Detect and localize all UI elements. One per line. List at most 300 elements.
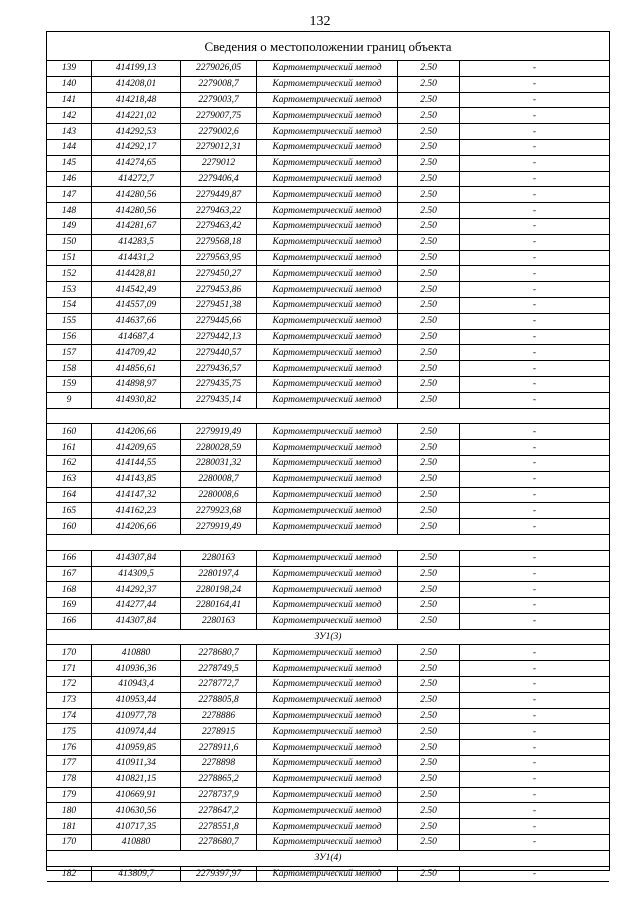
description-cell: - (460, 376, 610, 392)
x-coordinate-cell: 414218,48 (92, 92, 181, 108)
table-row (47, 297, 609, 313)
description-cell: - (460, 234, 610, 250)
x-coordinate-cell: 414147,32 (92, 487, 181, 503)
accuracy-cell: 2.50 (398, 297, 460, 313)
method-cell: Картометрический метод (257, 250, 398, 266)
accuracy-cell: 2.50 (398, 487, 460, 503)
y-coordinate-cell: 2280008,7 (181, 471, 257, 487)
point-number-cell: 168 (47, 582, 92, 598)
accuracy-cell: 2.50 (398, 598, 460, 614)
x-coordinate-cell: 413809,7 (92, 866, 181, 882)
point-number-cell: 170 (47, 645, 92, 661)
method-cell: Картометрический метод (257, 771, 398, 787)
table-row (47, 361, 609, 377)
accuracy-cell: 2.50 (398, 519, 460, 535)
y-coordinate-cell: 2279026,05 (181, 61, 257, 76)
description-cell: - (460, 282, 610, 298)
y-coordinate-cell: 2278737,9 (181, 787, 257, 803)
method-cell: Картометрический метод (257, 835, 398, 851)
y-coordinate-cell: 2279453,86 (181, 282, 257, 298)
table-row (47, 108, 609, 124)
x-coordinate-cell: 410953,44 (92, 692, 181, 708)
x-coordinate-cell: 414431,2 (92, 250, 181, 266)
point-number-cell: 166 (47, 613, 92, 629)
y-coordinate-cell: 2278749,5 (181, 661, 257, 677)
point-number-cell: 140 (47, 76, 92, 92)
accuracy-cell: 2.50 (398, 692, 460, 708)
point-number-cell: 163 (47, 471, 92, 487)
description-cell: - (460, 455, 610, 471)
y-coordinate-cell: 2278915 (181, 724, 257, 740)
table-row (47, 740, 609, 756)
section-separator (47, 534, 609, 550)
x-coordinate-cell: 414557,09 (92, 297, 181, 313)
method-cell: Картометрический метод (257, 234, 398, 250)
x-coordinate-cell: 414144,55 (92, 455, 181, 471)
table-row (47, 392, 609, 408)
accuracy-cell: 2.50 (398, 392, 460, 408)
description-cell: - (460, 835, 610, 851)
accuracy-cell: 2.50 (398, 313, 460, 329)
y-coordinate-cell: 2278865,2 (181, 771, 257, 787)
method-cell: Картометрический метод (257, 866, 398, 882)
accuracy-cell: 2.50 (398, 724, 460, 740)
point-number-cell: 142 (47, 108, 92, 124)
table-row (47, 487, 609, 503)
x-coordinate-cell: 410821,15 (92, 771, 181, 787)
point-number-cell: 148 (47, 203, 92, 219)
x-coordinate-cell: 414687,4 (92, 329, 181, 345)
method-cell: Картометрический метод (257, 440, 398, 456)
y-coordinate-cell: 2280008,6 (181, 487, 257, 503)
accuracy-cell: 2.50 (398, 566, 460, 582)
accuracy-cell: 2.50 (398, 329, 460, 345)
y-coordinate-cell: 2279435,75 (181, 376, 257, 392)
method-cell: Картометрический метод (257, 203, 398, 219)
accuracy-cell: 2.50 (398, 108, 460, 124)
table-row (47, 329, 609, 345)
x-coordinate-cell: 414162,23 (92, 503, 181, 519)
table-row (47, 661, 609, 677)
y-coordinate-cell: 2278886 (181, 708, 257, 724)
table-row (47, 203, 609, 219)
table-row (47, 756, 609, 772)
y-coordinate-cell: 2279463,22 (181, 203, 257, 219)
x-coordinate-cell: 414277,44 (92, 598, 181, 614)
accuracy-cell: 2.50 (398, 424, 460, 440)
table-row (47, 455, 609, 471)
table-row (47, 187, 609, 203)
y-coordinate-cell: 2279451,38 (181, 297, 257, 313)
point-number-cell: 156 (47, 329, 92, 345)
accuracy-cell: 2.50 (398, 250, 460, 266)
accuracy-cell: 2.50 (398, 455, 460, 471)
method-cell: Картометрический метод (257, 819, 398, 835)
accuracy-cell: 2.50 (398, 740, 460, 756)
table-row (47, 724, 609, 740)
table-row (47, 171, 609, 187)
x-coordinate-cell: 414307,84 (92, 613, 181, 629)
accuracy-cell: 2.50 (398, 471, 460, 487)
accuracy-cell: 2.50 (398, 61, 460, 76)
section-row (47, 408, 609, 424)
method-cell: Картометрический метод (257, 424, 398, 440)
method-cell: Картометрический метод (257, 787, 398, 803)
method-cell: Картометрический метод (257, 171, 398, 187)
y-coordinate-cell: 2280197,4 (181, 566, 257, 582)
description-cell: - (460, 756, 610, 772)
method-cell: Картометрический метод (257, 266, 398, 282)
table-row (47, 250, 609, 266)
x-coordinate-cell: 414209,65 (92, 440, 181, 456)
y-coordinate-cell: 2279012,31 (181, 139, 257, 155)
y-coordinate-cell: 2279919,49 (181, 424, 257, 440)
y-coordinate-cell: 2278680,7 (181, 835, 257, 851)
section-header: ЗУ1(3) (47, 629, 609, 645)
table-row (47, 692, 609, 708)
section-row (47, 850, 609, 866)
x-coordinate-cell: 414206,66 (92, 424, 181, 440)
method-cell: Картометрический метод (257, 361, 398, 377)
x-coordinate-cell: 414309,5 (92, 566, 181, 582)
description-cell: - (460, 171, 610, 187)
method-cell: Картометрический метод (257, 61, 398, 76)
description-cell: - (460, 250, 610, 266)
accuracy-cell: 2.50 (398, 756, 460, 772)
x-coordinate-cell: 414274,65 (92, 155, 181, 171)
table-row (47, 345, 609, 361)
method-cell: Картометрический метод (257, 503, 398, 519)
x-coordinate-cell: 410880 (92, 835, 181, 851)
x-coordinate-cell: 410669,91 (92, 787, 181, 803)
table-row (47, 424, 609, 440)
table-row (47, 645, 609, 661)
description-cell: - (460, 345, 610, 361)
section-separator (47, 408, 609, 424)
point-number-cell: 157 (47, 345, 92, 361)
y-coordinate-cell: 2279463,42 (181, 218, 257, 234)
accuracy-cell: 2.50 (398, 139, 460, 155)
method-cell: Картометрический метод (257, 613, 398, 629)
y-coordinate-cell: 2278647,2 (181, 803, 257, 819)
x-coordinate-cell: 414206,66 (92, 519, 181, 535)
method-cell: Картометрический метод (257, 297, 398, 313)
point-number-cell: 155 (47, 313, 92, 329)
accuracy-cell: 2.50 (398, 645, 460, 661)
point-number-cell: 177 (47, 756, 92, 772)
x-coordinate-cell: 410717,35 (92, 819, 181, 835)
accuracy-cell: 2.50 (398, 376, 460, 392)
x-coordinate-cell: 414221,02 (92, 108, 181, 124)
accuracy-cell: 2.50 (398, 582, 460, 598)
method-cell: Картометрический метод (257, 566, 398, 582)
table-title: Сведения о местоположении границ объекта (47, 32, 609, 61)
method-cell: Картометрический метод (257, 313, 398, 329)
description-cell: - (460, 487, 610, 503)
method-cell: Картометрический метод (257, 724, 398, 740)
method-cell: Картометрический метод (257, 487, 398, 503)
point-number-cell: 165 (47, 503, 92, 519)
section-row (47, 534, 609, 550)
y-coordinate-cell: 2279435,14 (181, 392, 257, 408)
description-cell: - (460, 708, 610, 724)
accuracy-cell: 2.50 (398, 187, 460, 203)
table-row (47, 313, 609, 329)
description-cell: - (460, 613, 610, 629)
method-cell: Картометрический метод (257, 76, 398, 92)
y-coordinate-cell: 2279012 (181, 155, 257, 171)
x-coordinate-cell: 414709,42 (92, 345, 181, 361)
table-row (47, 708, 609, 724)
table-row (47, 124, 609, 140)
point-number-cell: 152 (47, 266, 92, 282)
point-number-cell: 161 (47, 440, 92, 456)
description-cell: - (460, 692, 610, 708)
description-cell: - (460, 92, 610, 108)
accuracy-cell: 2.50 (398, 345, 460, 361)
description-cell: - (460, 771, 610, 787)
method-cell: Картометрический метод (257, 218, 398, 234)
accuracy-cell: 2.50 (398, 771, 460, 787)
table-row (47, 503, 609, 519)
section-row (47, 629, 609, 645)
y-coordinate-cell: 2278551,8 (181, 819, 257, 835)
method-cell: Картометрический метод (257, 598, 398, 614)
method-cell: Картометрический метод (257, 282, 398, 298)
y-coordinate-cell: 2280163 (181, 613, 257, 629)
method-cell: Картометрический метод (257, 645, 398, 661)
y-coordinate-cell: 2279442,13 (181, 329, 257, 345)
y-coordinate-cell: 2278680,7 (181, 645, 257, 661)
table-row (47, 440, 609, 456)
point-number-cell: 139 (47, 61, 92, 76)
y-coordinate-cell: 2279008,7 (181, 76, 257, 92)
x-coordinate-cell: 414930,82 (92, 392, 181, 408)
description-cell: - (460, 139, 610, 155)
x-coordinate-cell: 414283,5 (92, 234, 181, 250)
x-coordinate-cell: 410943,4 (92, 677, 181, 693)
page-number: 132 (309, 14, 331, 29)
point-number-cell: 179 (47, 787, 92, 803)
x-coordinate-cell: 410936,36 (92, 661, 181, 677)
table-row (47, 550, 609, 566)
method-cell: Картометрический метод (257, 708, 398, 724)
description-cell: - (460, 550, 610, 566)
x-coordinate-cell: 414542,49 (92, 282, 181, 298)
y-coordinate-cell: 2279440,57 (181, 345, 257, 361)
table-row (47, 139, 609, 155)
section-header: ЗУ1(4) (47, 850, 609, 866)
description-cell: - (460, 124, 610, 140)
point-number-cell: 176 (47, 740, 92, 756)
accuracy-cell: 2.50 (398, 613, 460, 629)
table-row (47, 866, 609, 882)
accuracy-cell: 2.50 (398, 92, 460, 108)
y-coordinate-cell: 2279007,75 (181, 108, 257, 124)
method-cell: Картометрический метод (257, 677, 398, 693)
y-coordinate-cell: 2279436,57 (181, 361, 257, 377)
method-cell: Картометрический метод (257, 124, 398, 140)
x-coordinate-cell: 410880 (92, 645, 181, 661)
y-coordinate-cell: 2280028,59 (181, 440, 257, 456)
table-row (47, 234, 609, 250)
boundary-coordinates-table (47, 61, 609, 882)
point-number-cell: 169 (47, 598, 92, 614)
table-row (47, 218, 609, 234)
y-coordinate-cell: 2278898 (181, 756, 257, 772)
table-row (47, 376, 609, 392)
table-row (47, 566, 609, 582)
y-coordinate-cell: 2279445,66 (181, 313, 257, 329)
point-number-cell: 158 (47, 361, 92, 377)
accuracy-cell: 2.50 (398, 218, 460, 234)
description-cell: - (460, 313, 610, 329)
x-coordinate-cell: 414637,66 (92, 313, 181, 329)
accuracy-cell: 2.50 (398, 787, 460, 803)
y-coordinate-cell: 2278772,7 (181, 677, 257, 693)
table-row (47, 771, 609, 787)
point-number-cell: 150 (47, 234, 92, 250)
point-number-cell: 170 (47, 835, 92, 851)
description-cell: - (460, 218, 610, 234)
point-number-cell: 153 (47, 282, 92, 298)
method-cell: Картометрический метод (257, 155, 398, 171)
table-row (47, 76, 609, 92)
x-coordinate-cell: 410959,85 (92, 740, 181, 756)
y-coordinate-cell: 2279406,4 (181, 171, 257, 187)
description-cell: - (460, 392, 610, 408)
description-cell: - (460, 297, 610, 313)
y-coordinate-cell: 2280198,24 (181, 582, 257, 598)
point-number-cell: 182 (47, 866, 92, 882)
method-cell: Картометрический метод (257, 92, 398, 108)
description-cell: - (460, 361, 610, 377)
point-number-cell: 9 (47, 392, 92, 408)
x-coordinate-cell: 414898,97 (92, 376, 181, 392)
x-coordinate-cell: 414280,56 (92, 203, 181, 219)
accuracy-cell: 2.50 (398, 266, 460, 282)
accuracy-cell: 2.50 (398, 171, 460, 187)
description-cell: - (460, 803, 610, 819)
description-cell: - (460, 329, 610, 345)
point-number-cell: 175 (47, 724, 92, 740)
x-coordinate-cell: 414292,17 (92, 139, 181, 155)
description-cell: - (460, 203, 610, 219)
description-cell: - (460, 76, 610, 92)
point-number-cell: 181 (47, 819, 92, 835)
point-number-cell: 146 (47, 171, 92, 187)
accuracy-cell: 2.50 (398, 203, 460, 219)
point-number-cell: 154 (47, 297, 92, 313)
accuracy-cell: 2.50 (398, 234, 460, 250)
point-number-cell: 172 (47, 677, 92, 693)
y-coordinate-cell: 2279397,97 (181, 866, 257, 882)
description-cell: - (460, 677, 610, 693)
description-cell: - (460, 424, 610, 440)
method-cell: Картометрический метод (257, 519, 398, 535)
point-number-cell: 147 (47, 187, 92, 203)
accuracy-cell: 2.50 (398, 708, 460, 724)
x-coordinate-cell: 410974,44 (92, 724, 181, 740)
x-coordinate-cell: 414856,61 (92, 361, 181, 377)
description-cell: - (460, 740, 610, 756)
accuracy-cell: 2.50 (398, 835, 460, 851)
x-coordinate-cell: 414199,13 (92, 61, 181, 76)
method-cell: Картометрический метод (257, 582, 398, 598)
x-coordinate-cell: 414292,53 (92, 124, 181, 140)
method-cell: Картометрический метод (257, 550, 398, 566)
y-coordinate-cell: 2280031,32 (181, 455, 257, 471)
description-cell: - (460, 187, 610, 203)
point-number-cell: 180 (47, 803, 92, 819)
x-coordinate-cell: 414272,7 (92, 171, 181, 187)
description-cell: - (460, 155, 610, 171)
description-cell: - (460, 866, 610, 882)
y-coordinate-cell: 2278805,8 (181, 692, 257, 708)
point-number-cell: 160 (47, 519, 92, 535)
accuracy-cell: 2.50 (398, 76, 460, 92)
table-row (47, 582, 609, 598)
point-number-cell: 174 (47, 708, 92, 724)
y-coordinate-cell: 2278911,6 (181, 740, 257, 756)
description-cell: - (460, 598, 610, 614)
table-row (47, 613, 609, 629)
method-cell: Картометрический метод (257, 692, 398, 708)
table-row (47, 819, 609, 835)
x-coordinate-cell: 414428,81 (92, 266, 181, 282)
y-coordinate-cell: 2279450,27 (181, 266, 257, 282)
description-cell: - (460, 645, 610, 661)
accuracy-cell: 2.50 (398, 282, 460, 298)
accuracy-cell: 2.50 (398, 124, 460, 140)
x-coordinate-cell: 410630,56 (92, 803, 181, 819)
method-cell: Картометрический метод (257, 345, 398, 361)
y-coordinate-cell: 2279449,87 (181, 187, 257, 203)
accuracy-cell: 2.50 (398, 550, 460, 566)
table-row (47, 598, 609, 614)
method-cell: Картометрический метод (257, 108, 398, 124)
point-number-cell: 178 (47, 771, 92, 787)
method-cell: Картометрический метод (257, 661, 398, 677)
accuracy-cell: 2.50 (398, 866, 460, 882)
description-cell: - (460, 582, 610, 598)
table-row (47, 835, 609, 851)
x-coordinate-cell: 414280,56 (92, 187, 181, 203)
accuracy-cell: 2.50 (398, 803, 460, 819)
method-cell: Картометрический метод (257, 329, 398, 345)
accuracy-cell: 2.50 (398, 677, 460, 693)
y-coordinate-cell: 2280164,41 (181, 598, 257, 614)
description-cell: - (460, 787, 610, 803)
point-number-cell: 151 (47, 250, 92, 266)
document-frame (46, 31, 610, 880)
y-coordinate-cell: 2279563,95 (181, 250, 257, 266)
method-cell: Картометрический метод (257, 740, 398, 756)
y-coordinate-cell: 2279002,6 (181, 124, 257, 140)
table-row (47, 266, 609, 282)
point-number-cell: 167 (47, 566, 92, 582)
point-number-cell: 149 (47, 218, 92, 234)
point-number-cell: 171 (47, 661, 92, 677)
method-cell: Картометрический метод (257, 187, 398, 203)
x-coordinate-cell: 414307,84 (92, 550, 181, 566)
accuracy-cell: 2.50 (398, 503, 460, 519)
accuracy-cell: 2.50 (398, 819, 460, 835)
point-number-cell: 143 (47, 124, 92, 140)
table-row (47, 471, 609, 487)
y-coordinate-cell: 2279003,7 (181, 92, 257, 108)
x-coordinate-cell: 414281,67 (92, 218, 181, 234)
